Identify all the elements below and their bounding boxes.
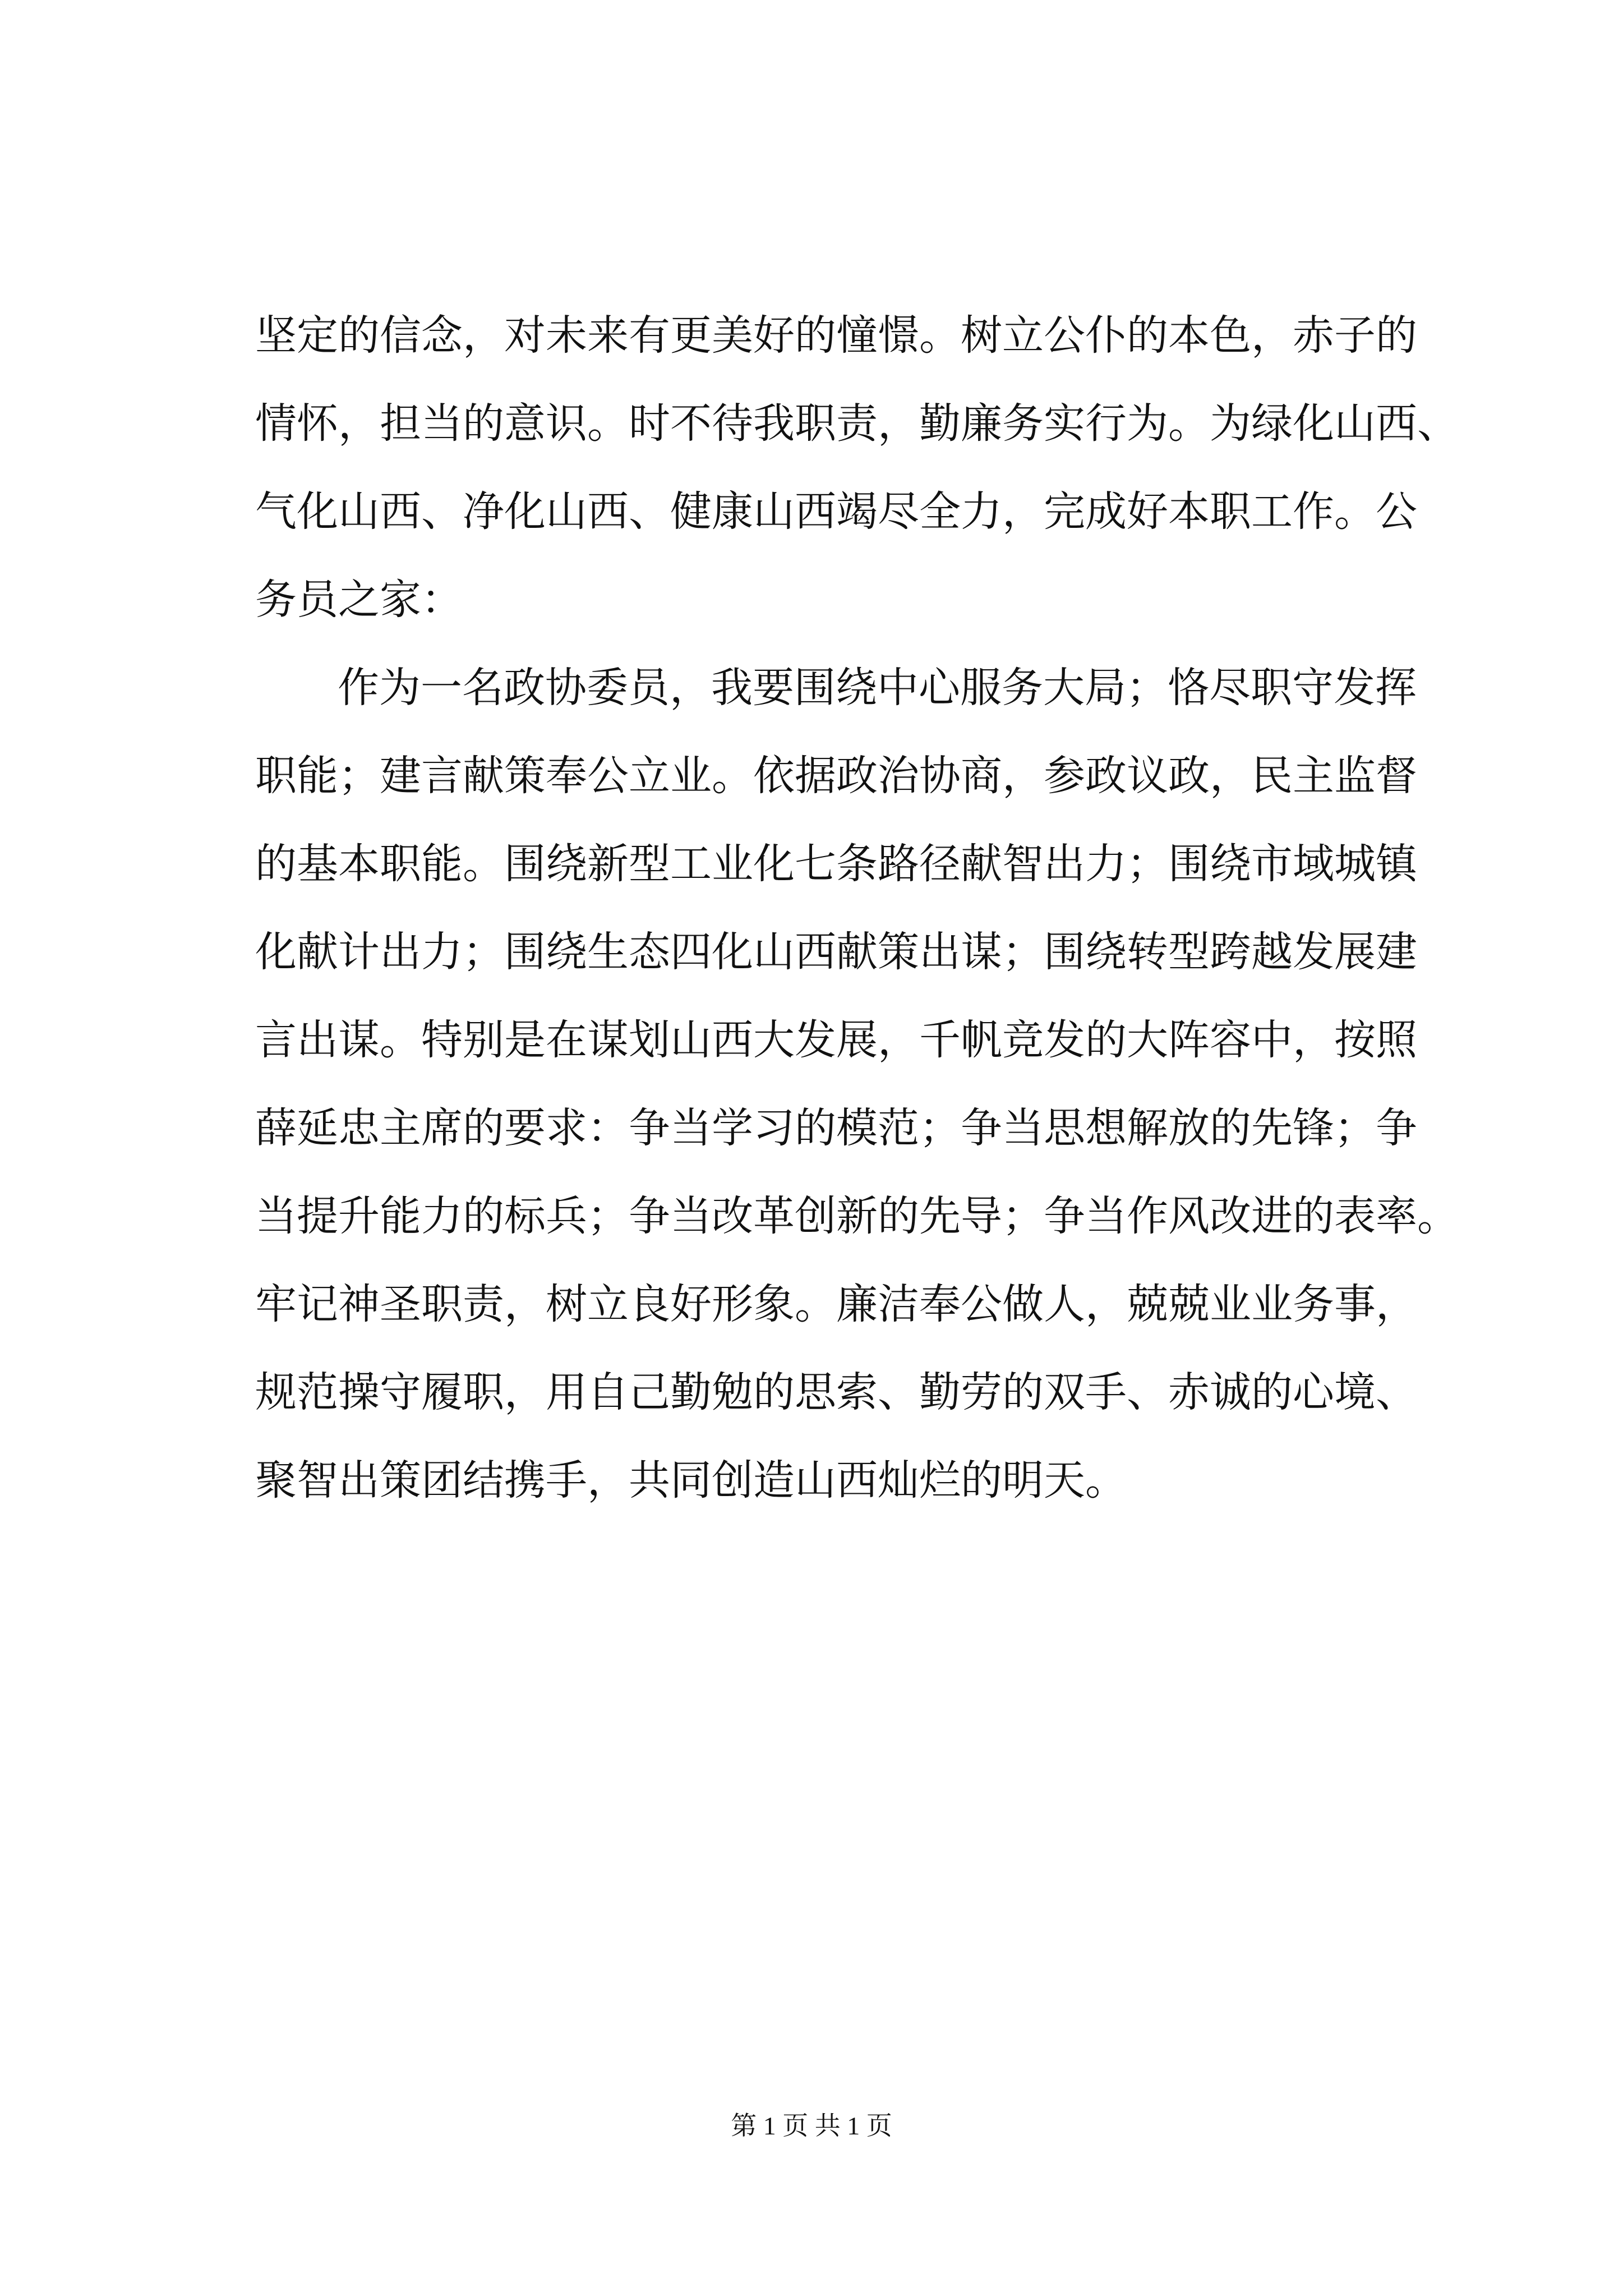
text-line: 的基本职能。围绕新型工业化七条路径献智出力；围绕市域城镇 [255, 840, 1417, 888]
text-line: 聚智出策团结携手，共同创造山西灿烂的明天。 [255, 1456, 1127, 1504]
text-line: 当提升能力的标兵；争当改革创新的先导；争当作风改进的表率。 [255, 1192, 1459, 1240]
text-line: 薛延忠主席的要求：争当学习的模范；争当思想解放的先锋；争 [255, 1104, 1417, 1152]
page-number-label: 第 1 页 共 1 页 [731, 2111, 892, 2140]
text-line: 职能；建言献策奉公立业。依据政治协商，参政议政，民主监督 [255, 752, 1417, 800]
text-line: 规范操守履职，用自己勤勉的思索、勤劳的双手、赤诚的心境、 [255, 1368, 1417, 1416]
text-line: 务员之家： [255, 576, 463, 624]
text-line: 气化山西、净化山西、健康山西竭尽全力，完成好本职工作。公 [255, 487, 1417, 536]
text-line: 作为一名政协委员，我要围绕中心服务大局；恪尽职守发挥 [338, 664, 1417, 712]
text-line: 牢记神圣职责，树立良好形象。廉洁奉公做人，兢兢业业务事， [255, 1280, 1417, 1328]
text-line: 坚定的信念，对未来有更美好的憧憬。树立公仆的本色，赤子的 [255, 311, 1417, 360]
page-footer [0, 2109, 1623, 2143]
body-text [255, 292, 1459, 1525]
text-line: 情怀，担当的意识。时不待我职责，勤廉务实行为。为绿化山西、 [255, 399, 1459, 448]
text-line: 言出谋。特别是在谋划山西大发展，千帆竞发的大阵容中，按照 [255, 1016, 1417, 1064]
text-line: 化献计出力；围绕生态四化山西献策出谋；围绕转型跨越发展建 [255, 928, 1417, 976]
